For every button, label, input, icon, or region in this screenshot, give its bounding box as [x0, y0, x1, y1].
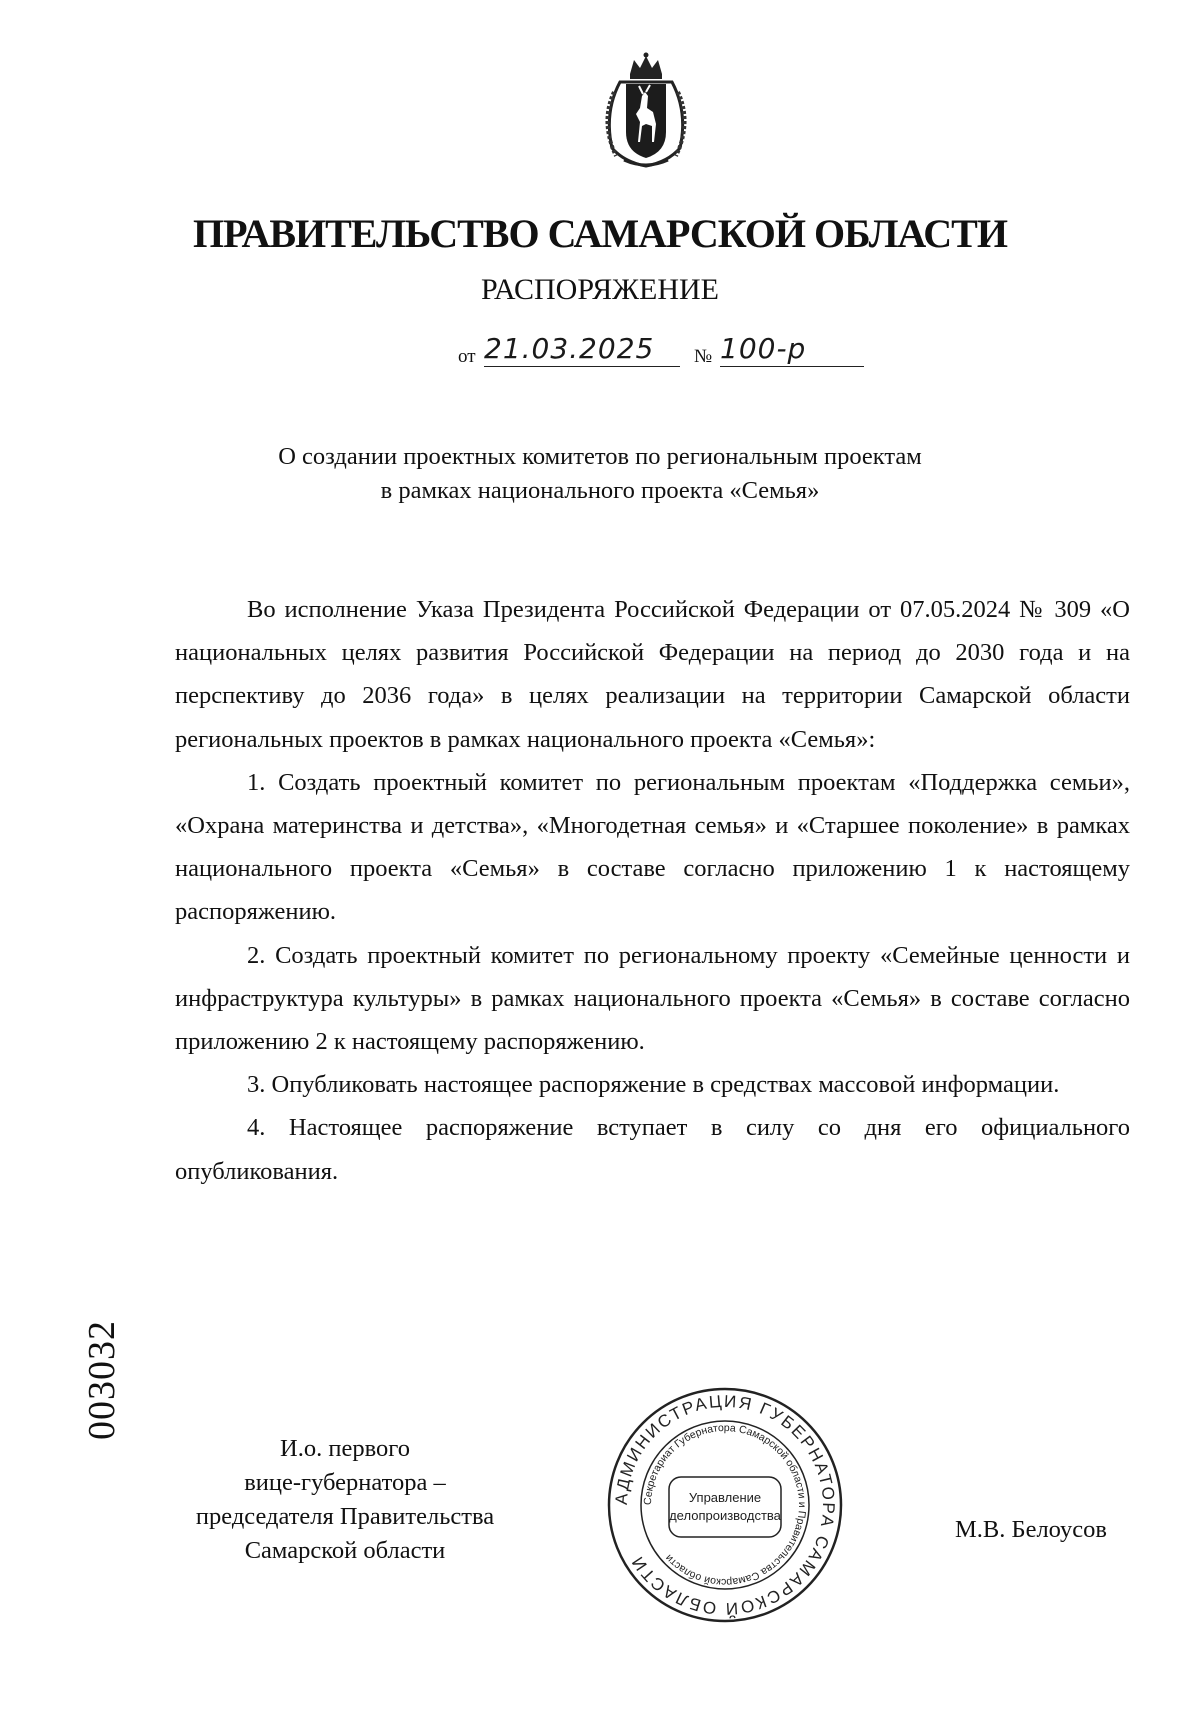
seal-inner-text: Секретариат Губернатора Самарской области и Правительства Самарской области	[641, 1421, 809, 1589]
seal-center-line-2: делопроизводства	[669, 1508, 781, 1523]
item-paragraph-2: 2. Создать проектный комитет по региональному проекту «Семейные ценности и инфраструктура культуры» в рамках национального проекта «Семья» в составе согласно приложению 2 к настоящему распоряжению.	[175, 941, 1130, 1056]
seal-center-line-1: Управление	[688, 1490, 762, 1505]
subject-line-2: в рамках национального проекта «Семья»	[380, 477, 820, 504]
date-label: от	[458, 346, 476, 367]
position-line-2: вице-губернатора –	[244, 1469, 446, 1496]
document-subject	[0, 440, 1200, 508]
coat-of-arms-icon	[590, 52, 702, 172]
government-title: ПРАВИТЕЛЬСТВО САМАРСКОЙ ОБЛАСТИ	[193, 211, 1007, 256]
position-line-4: Самарской области	[244, 1537, 446, 1564]
preamble-paragraph: Во исполнение Указа Президента Российской Федерации от 07.05.2024 № 309 «О национальных целях развития Российской Федерации на период до 2030 года и на перспективу до 2036 года» в целях реализации на территории Самарской области региональных проектов в рамках национального проекта «Семья»:	[175, 596, 1130, 753]
signatory-position	[160, 1432, 530, 1568]
date-number-line	[458, 332, 878, 372]
item-paragraph-1: 1. Создать проектный комитет по региональным проектам «Поддержка семьи», «Охрана материнства и детства», «Многодетная семья» и «Старшее поколение» в рамках национального проекта «Семья» в составе согласно приложению 1 к настоящему распоряжению.	[175, 768, 1130, 926]
margin-registration-number: 003032	[81, 1320, 123, 1440]
number-label: №	[694, 346, 713, 367]
number-value: 100-р	[720, 332, 864, 367]
item-paragraph-4: 4. Настоящее распоряжение вступает в силу со дня его официального опубликования.	[175, 1114, 1130, 1185]
document-body	[175, 588, 1130, 1193]
date-value: 21.03.2025	[484, 332, 680, 367]
position-line-1: И.о. первого	[280, 1435, 410, 1462]
seal-outer-text: АДМИНИСТРАЦИЯ ГУБЕРНАТОРА САМАРСКОЙ ОБЛАСТИ	[611, 1391, 839, 1619]
position-line-3: председателя Правительства	[195, 1503, 495, 1530]
item-paragraph-3: 3. Опубликовать настоящее распоряжение в средствах массовой информации.	[247, 1071, 1060, 1099]
official-seal	[605, 1385, 845, 1625]
signatory-name: М.В. Белоусов	[955, 1516, 1107, 1543]
subject-line-1: О создании проектных комитетов по региональным проектам	[278, 443, 922, 470]
document-type: РАСПОРЯЖЕНИЕ	[480, 273, 720, 306]
